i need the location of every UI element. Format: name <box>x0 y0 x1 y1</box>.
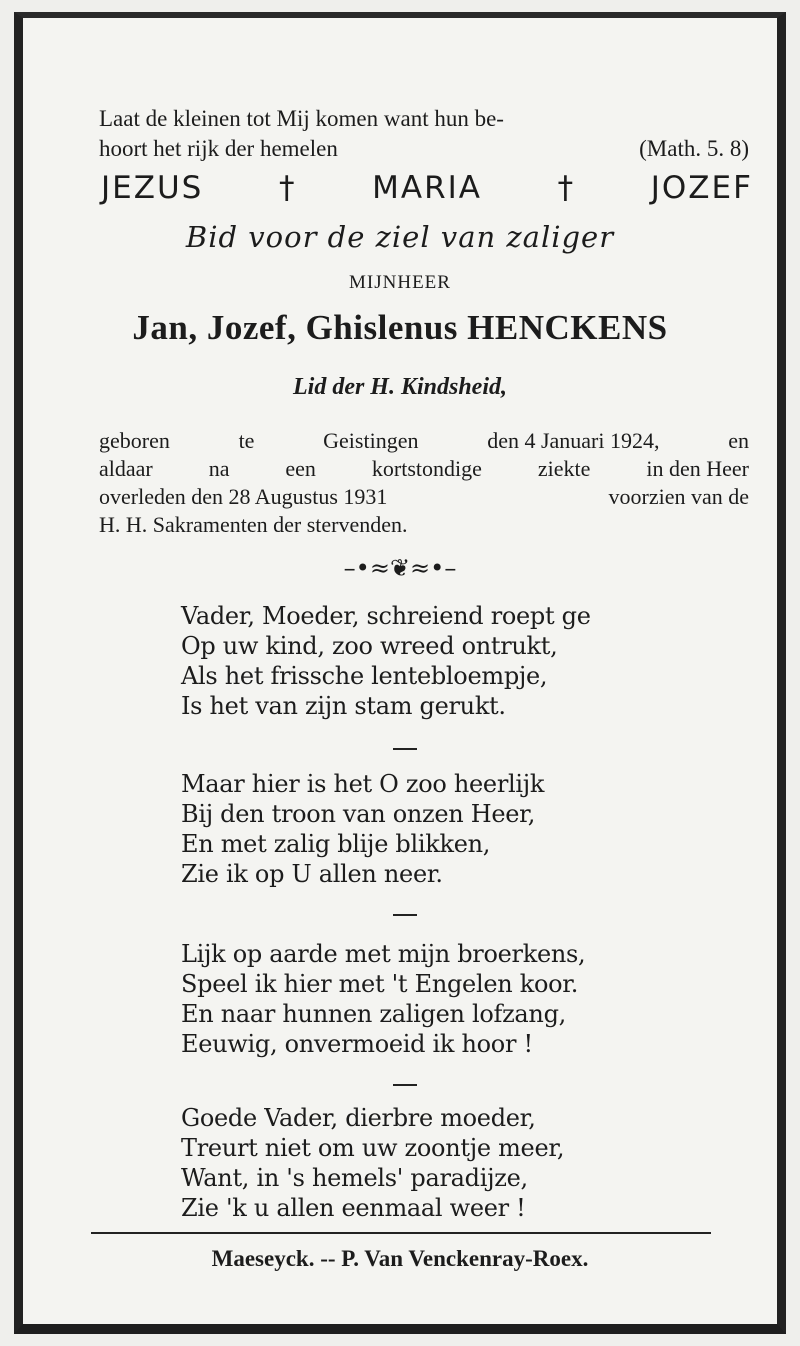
bio-word: ziekte <box>537 456 591 481</box>
holy-name-jezus: JEZUS <box>101 170 204 206</box>
holy-name-maria: MARIA <box>372 170 482 206</box>
bio-word: een <box>285 456 316 481</box>
verse-2-line-2: Bij den troon van onzen Heer, <box>181 800 536 828</box>
bio-word: geboren <box>99 428 170 453</box>
bio-line-4: H. H. Sakramenten der stervenden. <box>99 512 408 537</box>
bio-word: voorzien van de <box>608 484 749 509</box>
salutation: MIJNHEER <box>349 272 451 293</box>
verse-1-line-2: Op uw kind, zoo wreed ontrukt, <box>181 632 558 660</box>
verse-1-line-1: Vader, Moeder, schreiend roept ge <box>181 602 591 630</box>
quote-line-2 <box>99 136 749 162</box>
verse-3-line-2: Speel ik hier met 't Engelen koor. <box>181 970 579 998</box>
verse-3-line-3: En naar hunnen zaligen lofzang, <box>181 1000 566 1028</box>
bio-word: na <box>208 456 230 481</box>
cross-icon: † <box>278 170 297 206</box>
bio-word: kortstondige <box>371 456 482 481</box>
bio-word: aldaar <box>99 456 153 481</box>
bio-line-3 <box>99 484 749 510</box>
bio-word: in den Heer <box>646 456 749 481</box>
ornament-divider: –•≈❦≈•– <box>343 554 457 582</box>
quote-line-2-text: hoort het rijk der hemelen <box>99 136 338 161</box>
bio-line-2 <box>99 456 749 482</box>
holy-names <box>101 170 753 206</box>
card-content <box>23 18 777 1324</box>
cross-icon: † <box>557 170 576 206</box>
verse-4-line-2: Treurt niet om uw zoontje meer, <box>181 1134 565 1162</box>
membership: Lid der H. Kindsheid, <box>292 374 508 400</box>
bio-line-1 <box>99 428 749 454</box>
verse-3-line-1: Lijk op aarde met mijn broerkens, <box>181 940 586 968</box>
quote-line-1 <box>99 106 749 132</box>
verse-2-line-3: En met zalig blije blikken, <box>181 830 491 858</box>
verse-1-line-3: Als het frissche lentebloempje, <box>181 662 548 690</box>
bio-word: te <box>238 428 255 453</box>
bio-word: overleden den 28 Augustus 1931 <box>99 484 388 509</box>
verse-4-line-3: Want, in 's hemels' paradijze, <box>181 1164 528 1192</box>
deceased-name: Jan, Jozef, Ghislenus HENCKENS <box>132 308 668 347</box>
verse-3-line-4: Eeuwig, onvermoeid ik hoor ! <box>181 1030 533 1058</box>
verse-1-line-4: Is het van zijn stam gerukt. <box>181 692 506 720</box>
bio-word: den 4 Januari 1924, <box>487 428 660 453</box>
bio-word: en <box>728 428 749 453</box>
verse-4-line-1: Goede Vader, dierbre moeder, <box>181 1104 536 1132</box>
verse-separator <box>393 1084 417 1086</box>
verse-4-line-4: Zie 'k u allen eenmaal weer ! <box>181 1194 526 1222</box>
printer-credit: Maeseyck. -- P. Van Venckenray-Roex. <box>211 1246 589 1271</box>
prayer: Bid voor de ziel van zaliger <box>185 220 615 254</box>
bio-word: Geistingen <box>323 428 419 453</box>
footer-rule <box>91 1232 711 1234</box>
verse-2-line-4: Zie ik op U allen neer. <box>181 860 443 888</box>
verse-separator <box>393 748 417 750</box>
memorial-card <box>14 12 786 1334</box>
verse-2-line-1: Maar hier is het O zoo heerlijk <box>181 770 545 798</box>
quote-reference: (Math. 5. 8) <box>639 136 749 161</box>
quote-line-1-text: Laat de kleinen tot Mij komen want hun be- <box>99 106 504 131</box>
verse-separator <box>393 914 417 916</box>
holy-name-jozef: JOZEF <box>650 170 753 206</box>
